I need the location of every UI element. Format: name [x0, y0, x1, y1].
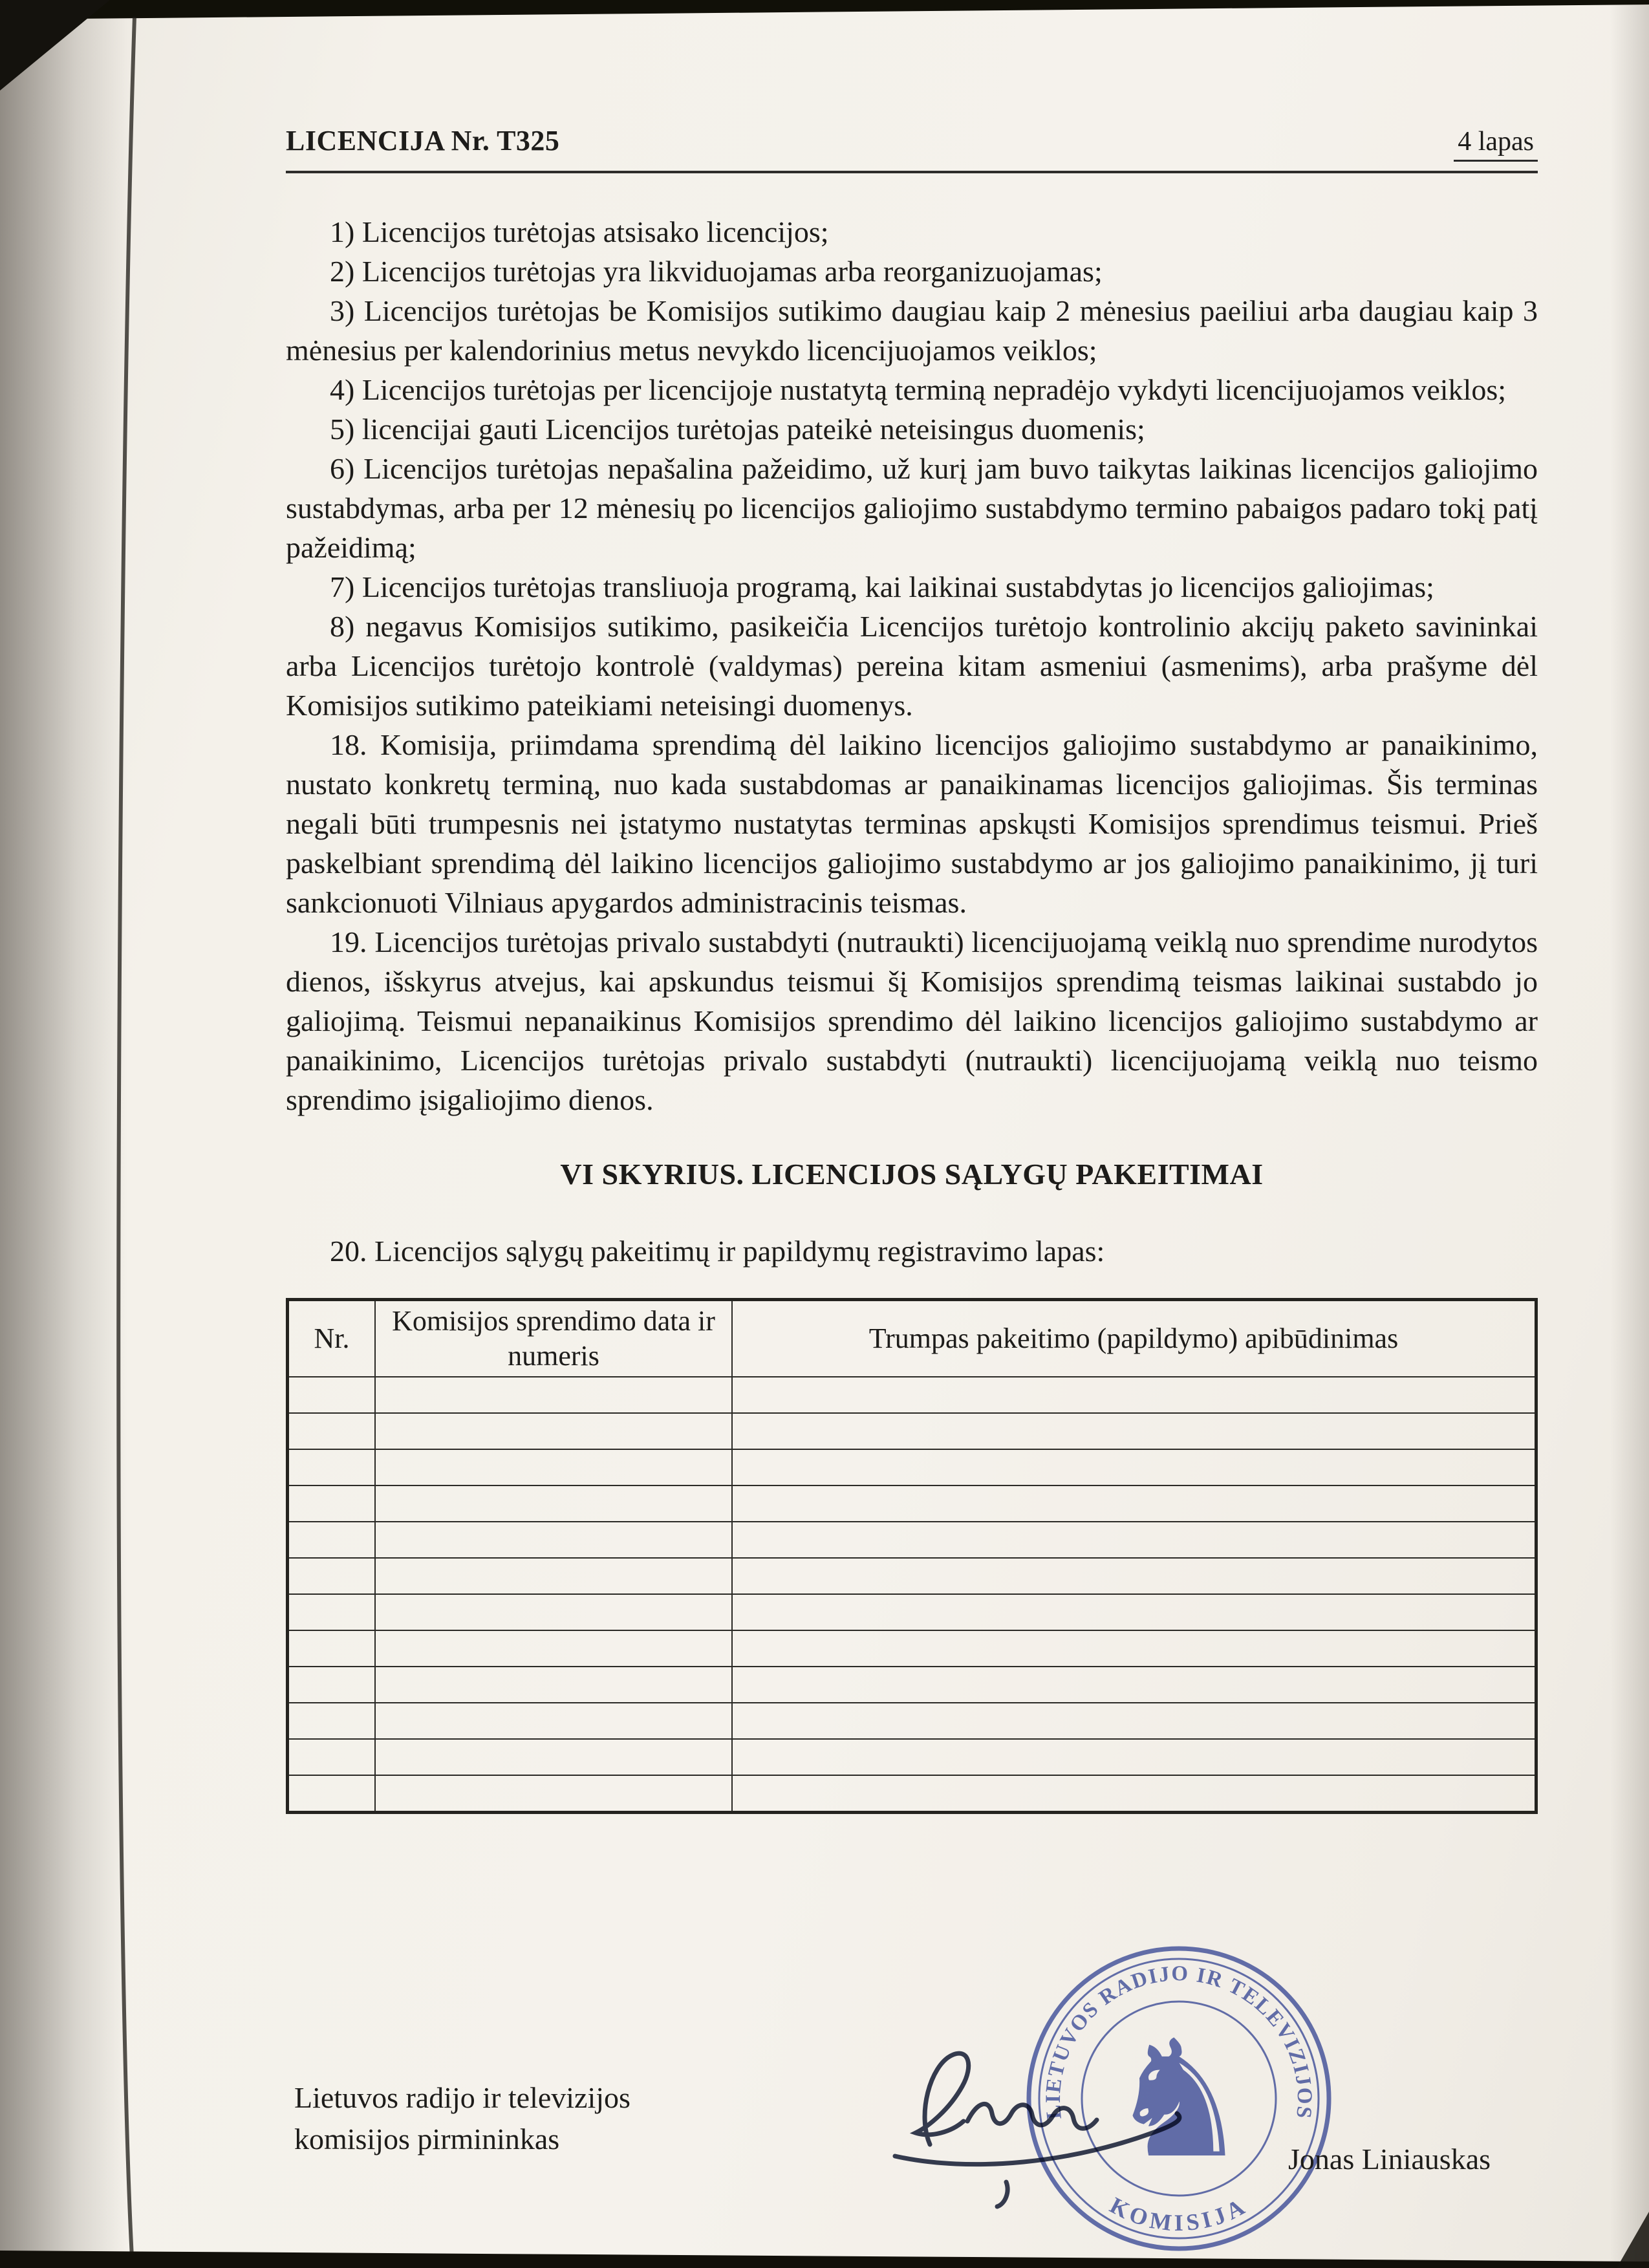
- table-cell: [375, 1449, 732, 1485]
- table-cell: [375, 1485, 732, 1522]
- stamp-arc-top-text: LIETUVOS RADIJO IR TELEVIZIJOS: [1041, 1962, 1317, 2121]
- table-cell: [375, 1594, 732, 1630]
- table-cell: [375, 1413, 732, 1449]
- page-number-label: 4 lapas: [1454, 126, 1538, 162]
- amendments-table-head: [288, 1300, 1536, 1377]
- table-cell: [288, 1630, 376, 1667]
- table-cell: [288, 1377, 376, 1413]
- signer-title-line2: komisijos pirmininkas: [294, 2122, 560, 2155]
- paragraph: 2) Licencijos turėtojas yra likviduojamas arba reorganizuojamas;: [330, 255, 1103, 288]
- table-cell: [732, 1558, 1536, 1594]
- clause-20: 20. Licencijos sąlygų pakeitimų ir papildymų registravimo lapas:: [330, 1235, 1105, 1268]
- paragraph: 1) Licencijos turėtojas atsisako licencijos;: [330, 215, 829, 248]
- table-cell: [732, 1667, 1536, 1703]
- column-header-nr: Nr.: [288, 1300, 376, 1377]
- table-cell: [375, 1522, 732, 1558]
- paragraph: 6) Licencijos turėtojas nepašalina pažeidimo, už kurį jam buvo taikytas laikinas licencijos galiojimo sustabdymas, arba per 12 mėnesių po licencijos galiojimo sustabdymo termino pabaigos padaro tokį patį pažeidimą;: [286, 452, 1538, 564]
- table-row: [288, 1667, 1536, 1703]
- table-row: [288, 1522, 1536, 1558]
- amendments-table: [286, 1298, 1538, 1814]
- document-header: [286, 124, 1538, 162]
- paragraph: 19. Licencijos turėtojas privalo sustabdyti (nutraukti) licencijuojamą veiklą nuo sprendime nurodytos dienos, išskyrus atvejus, kai apskundus teismui šį Komisijos sprendimą teismas laikinai sustabdo jo galiojimą. Teismui nepanaikinus Komisijos sprendimo dėl laikino licencijos galiojimo sustabdymo ar panaikinimo, Licencijos turėtojas privalo sustabdyti (nutraukti) licencijuojamą veiklą nuo teismo sprendimo įsigaliojimo dienos.: [286, 925, 1538, 1116]
- scan-edge-right-shade: [1610, 0, 1649, 2268]
- table-cell: [288, 1413, 376, 1449]
- column-header-date: Komisijos sprendimo data ir numeris: [375, 1300, 732, 1377]
- paragraph: 7) Licencijos turėtojas transliuoja programą, kai laikinai sustabdytas jo licencijos galiojimas;: [330, 570, 1434, 603]
- table-header-row: [288, 1300, 1536, 1377]
- table-cell: [288, 1667, 376, 1703]
- table-row: [288, 1449, 1536, 1485]
- table-cell: [732, 1377, 1536, 1413]
- table-cell: [288, 1703, 376, 1739]
- table-cell: [375, 1739, 732, 1775]
- official-stamp: [1020, 1940, 1337, 2257]
- table-cell: [375, 1377, 732, 1413]
- table-cell: [288, 1522, 376, 1558]
- table-cell: [375, 1775, 732, 1813]
- body-paragraphs: [286, 212, 1538, 1119]
- section-heading: VI SKYRIUS. LICENCIJOS SĄLYGŲ PAKEITIMAI: [560, 1158, 1264, 1191]
- paragraph: 18. Komisija, priimdama sprendimą dėl laikino licencijos galiojimo sustabdymo ar panaikinimo, nustato konkretų terminą, nuo kada sustabdomas ar panaikinamas licencijos galiojimas. Šis terminas negali būti trumpesnis nei įstatymo nustatytas terminas apskųsti Komisijos sprendimus teismui. Prieš paskelbiant sprendimą dėl laikino licencijos galiojimo sustabdymo ar jos galiojimo panaikinimo, jį turi sankcionuoti Vilniaus apygardos administracinis teismas.: [286, 728, 1538, 919]
- table-cell: [732, 1413, 1536, 1449]
- table-cell: [375, 1667, 732, 1703]
- paragraph: 8) negavus Komisijos sutikimo, pasikeičia Licencijos turėtojo kontrolinio akcijų paketo savininkai arba Licencijos turėtojo kontrolė (valdymas) pereina kitam asmeniui (asmenims), arba prašyme dėl Komisijos sutikimo pateikiami neteisingi duomenys.: [286, 610, 1538, 722]
- table-cell: [732, 1630, 1536, 1667]
- table-cell: [732, 1449, 1536, 1485]
- vytis-knight-icon: ♞: [1106, 2005, 1252, 2194]
- signer-name: Jonas Liniauskas: [1288, 2143, 1491, 2176]
- table-cell: [732, 1522, 1536, 1558]
- document-content: [286, 124, 1538, 1814]
- amendments-table-body: [288, 1377, 1536, 1813]
- header-rule: [286, 171, 1538, 173]
- table-cell: [732, 1594, 1536, 1630]
- clause-20-wrap: [286, 1231, 1538, 1271]
- table-row: [288, 1377, 1536, 1413]
- paragraph: 4) Licencijos turėtojas per licencijoje nustatytą terminą nepradėjo vykdyti licencijuojamos veiklos;: [330, 373, 1506, 406]
- scan-edge-left-shade: [0, 0, 139, 2268]
- table-cell: [732, 1485, 1536, 1522]
- stamp-arc-bottom-text: KOMISIJA: [1105, 2192, 1253, 2236]
- table-cell: [288, 1594, 376, 1630]
- table-cell: [732, 1703, 1536, 1739]
- table-row: [288, 1594, 1536, 1630]
- paragraph: 5) licencijai gauti Licencijos turėtojas pateikė neteisingus duomenis;: [330, 413, 1145, 446]
- table-cell: [732, 1739, 1536, 1775]
- table-cell: [375, 1630, 732, 1667]
- table-row: [288, 1558, 1536, 1594]
- paragraph: 3) Licencijos turėtojas be Komisijos sutikimo daugiau kaip 2 mėnesius paeiliui arba daugiau kaip 3 mėnesius per kalendorinius metus nevykdo licencijuojamos veiklos;: [286, 294, 1538, 367]
- column-header-description: Trumpas pakeitimo (papildymo) apibūdinimas: [732, 1300, 1536, 1377]
- table-cell: [288, 1449, 376, 1485]
- document-title: LICENCIJA Nr. T325: [286, 125, 560, 157]
- table-row: [288, 1739, 1536, 1775]
- signer-title-line1: Lietuvos radijo ir televizijos: [294, 2081, 630, 2114]
- signer-title: [294, 2077, 630, 2160]
- table-row: [288, 1485, 1536, 1522]
- table-row: [288, 1630, 1536, 1667]
- table-cell: [732, 1775, 1536, 1813]
- table-cell: [288, 1558, 376, 1594]
- table-row: [288, 1775, 1536, 1813]
- table-cell: [288, 1485, 376, 1522]
- table-cell: [288, 1775, 376, 1813]
- table-row: [288, 1413, 1536, 1449]
- table-row: [288, 1703, 1536, 1739]
- table-cell: [375, 1703, 732, 1739]
- table-cell: [288, 1739, 376, 1775]
- table-cell: [375, 1558, 732, 1594]
